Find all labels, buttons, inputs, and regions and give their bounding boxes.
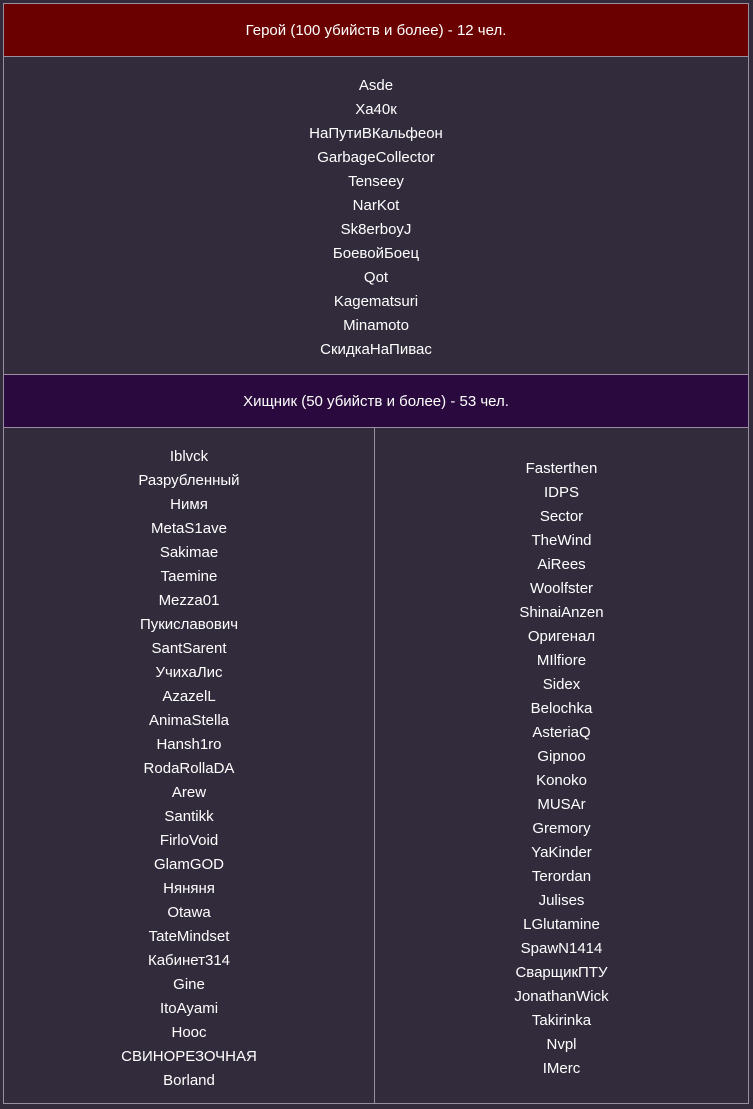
hero-names-list	[4, 74, 748, 362]
player-name: Santikk	[164, 808, 214, 825]
predator-names-right-list	[375, 457, 748, 1081]
player-name: Разрубленный	[138, 472, 240, 489]
player-name: Fasterthen	[525, 460, 598, 477]
player-name: Sidex	[542, 676, 581, 693]
player-name: Нимя	[170, 496, 208, 513]
player-name: LGlutamine	[523, 916, 600, 933]
player-name: Sector	[539, 508, 584, 525]
player-name: TheWind	[531, 532, 592, 549]
player-name: Gipnoo	[537, 748, 586, 765]
predator-names-left-list	[4, 445, 374, 1093]
player-name: RodaRollaDA	[143, 760, 235, 777]
player-name: Konoko	[536, 772, 587, 789]
player-name: Taemine	[160, 568, 218, 585]
predator-names-right-cell	[375, 428, 748, 1103]
player-name: Terordan	[531, 868, 592, 885]
player-name: SantSarent	[151, 640, 227, 657]
predator-tier-header	[4, 374, 748, 428]
player-name: Takirinka	[531, 1012, 592, 1029]
player-name: Nvpl	[546, 1036, 577, 1053]
ranking-table	[3, 3, 749, 1104]
hero-names-cell	[4, 57, 748, 374]
player-name: Otawa	[167, 904, 211, 921]
player-name: FirloVoid	[159, 832, 219, 849]
player-name: Кабинет314	[147, 952, 231, 969]
player-name: Mezza01	[158, 592, 220, 609]
player-name: Qot	[363, 269, 389, 286]
player-name: Hansh1ro	[156, 736, 222, 753]
player-name: Пукиславович	[139, 616, 239, 633]
player-name: Gremory	[532, 820, 591, 837]
player-name: Sakimae	[159, 544, 219, 561]
player-name: БоевойБоец	[332, 245, 420, 262]
player-name: ItoAyami	[159, 1000, 219, 1017]
player-name: IDPS	[543, 484, 579, 501]
player-name: IMerc	[542, 1060, 581, 1077]
player-name: Julises	[538, 892, 585, 909]
player-name: Няняня	[163, 880, 215, 897]
player-name: MUSAr	[537, 796, 586, 813]
player-name: Kagematsuri	[333, 293, 419, 310]
player-name: Arew	[171, 784, 207, 801]
predator-tier-title: Хищник (50 убийств и более) - 53 чел.	[243, 392, 509, 410]
player-name: AzazelL	[162, 688, 216, 705]
player-name: НаПутиВКальфеон	[309, 125, 443, 142]
player-name: MIlfiore	[536, 652, 587, 669]
player-name: СВИНОРЕЗОЧНАЯ	[121, 1048, 257, 1065]
player-name: AsteriaQ	[532, 724, 591, 741]
player-name: Ха40к	[355, 101, 397, 118]
player-name: Hooc	[171, 1024, 207, 1041]
player-name: Tenseey	[348, 173, 404, 190]
player-name: AiRees	[537, 556, 586, 573]
hero-tier-title: Герой (100 убийств и более) - 12 чел.	[245, 21, 507, 39]
player-name: Belochka	[530, 700, 593, 717]
player-name: Woolfster	[529, 580, 594, 597]
player-name: СкидкаНаПивас	[320, 341, 432, 358]
player-name: SpawN1414	[520, 940, 603, 957]
player-name: AnimaStella	[148, 712, 230, 729]
player-name: СварщикПТУ	[515, 964, 608, 981]
predator-names-left-cell	[4, 428, 375, 1103]
player-name: GarbageCollector	[317, 149, 435, 166]
player-name: TateMindset	[148, 928, 230, 945]
player-name: Оригенал	[527, 628, 596, 645]
player-name: JonathanWick	[514, 988, 609, 1005]
player-name: NarKot	[352, 197, 400, 214]
player-name: Minamoto	[343, 317, 409, 334]
player-name: Borland	[163, 1072, 215, 1089]
player-name: Gine	[173, 976, 205, 993]
player-name: Sk8erboyJ	[340, 221, 412, 238]
player-name: GlamGOD	[153, 856, 224, 873]
player-name: УчихаЛис	[155, 664, 223, 681]
player-name: ShinaiAnzen	[519, 604, 604, 621]
player-name: Iblvck	[169, 448, 209, 465]
player-name: MetaS1ave	[151, 520, 227, 537]
player-name: Asde	[358, 77, 394, 94]
hero-tier-header	[4, 4, 748, 57]
player-name: YaKinder	[531, 844, 592, 861]
